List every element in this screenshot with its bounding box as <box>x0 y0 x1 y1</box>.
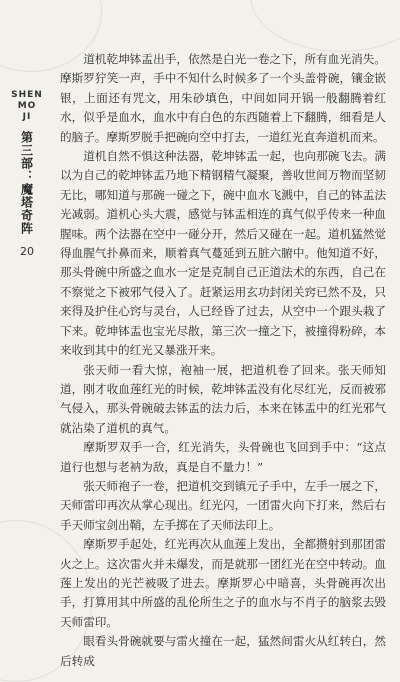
book-latin-title: SHEN MO JI <box>11 90 43 122</box>
paragraph: 张天师袍子一卷，把道机交到镇元子手中，左手一展之下，天师雷印再次从掌心现出。红光闪，一团雷火向下打来，然后右手天师宝剑出鞘，左手掷在了天师法印上。 <box>60 478 386 532</box>
paragraph: 道机自然不惧这种法器，乾坤钵盂一起，也向那碗飞去。满以为自己的乾坤钵盂乃地下精钢精气凝聚，善收世间万物而坚韧无比，哪知道与那碗一碰之下，碗中血水飞溅中，自己的钵盂法光减弱。道机心头大震，感觉与钵盂相连的真气似乎传来一种血腥味。两个法器在空中一碰分开，然后又碰在一起。道机猛然觉得血腥气扑鼻而来，顺着真气蔓延到五脏六腑中。他知道不好，那头骨碗中所盛之血水一定是克制自己正道法术的东西，自己在不察觉之下被邪气侵入了。赶紧运用玄功封闭关窍已然不及，只来得及护住心窍与灵台，人已经昏了过去，从空中一个跟头栽了下来。乾坤钵盂也宝光尽散，第三次一撞之下，被撞得粉碎，本来收到其中的红光又暴涨开来。 <box>60 149 386 358</box>
paragraph: 张天师一看大惊，袍袖一展，把道机卷了回来。张天师知道，刚才收血莲红光的时候，乾坤钵盂没有化尽红光，反而被邪气侵入，那头骨碗破去钵盂的法力后，本来在钵盂中的红光邪气就沾染了道机的真气。 <box>60 362 386 435</box>
page-sidebar <box>8 90 46 258</box>
body-text <box>60 50 386 671</box>
page-number: 20 <box>20 245 34 258</box>
paragraph: 眼看头骨碗就要与雷火撞在一起，猛然间雷火从红转白，然后转成 <box>60 634 386 668</box>
paragraph: 摩斯罗双手一合，红光消失，头骨碗也飞回到手中：“这点道行也想与老衲为敌，真是自不量力！” <box>60 440 386 474</box>
paragraph: 道机乾坤钵盂出手，依然是白光一卷之下，所有血光消失。摩斯罗狞笑一声，手中不知什么时候多了一个头盖骨碗，镶金嵌银，上面还有咒文，用朱砂填色，中间如同开锅一般翻腾着红水，似乎是血水，血水中有白色的东西随着上下翻腾，细看是人的脑子。摩斯罗脱手把碗向空中打去，一道红光直奔道机而来。 <box>60 52 386 144</box>
chapter-title: 第三部：魔塔奇阵 <box>19 131 34 235</box>
decorative-cloud-pattern <box>250 0 400 52</box>
paragraph: 摩斯罗手起处，红光再次从血莲上发出，全都攒射到那团雷火之上。这次雷火并未爆发，而是就那一团红光在空中转动。血莲上发出的光芒被吸了进去。摩斯罗心中暗喜，头骨碗再次出手，打算用其中所盛的乱伦所生之子的血水与不肖子的脑浆去毁天师雷印。 <box>60 537 386 629</box>
